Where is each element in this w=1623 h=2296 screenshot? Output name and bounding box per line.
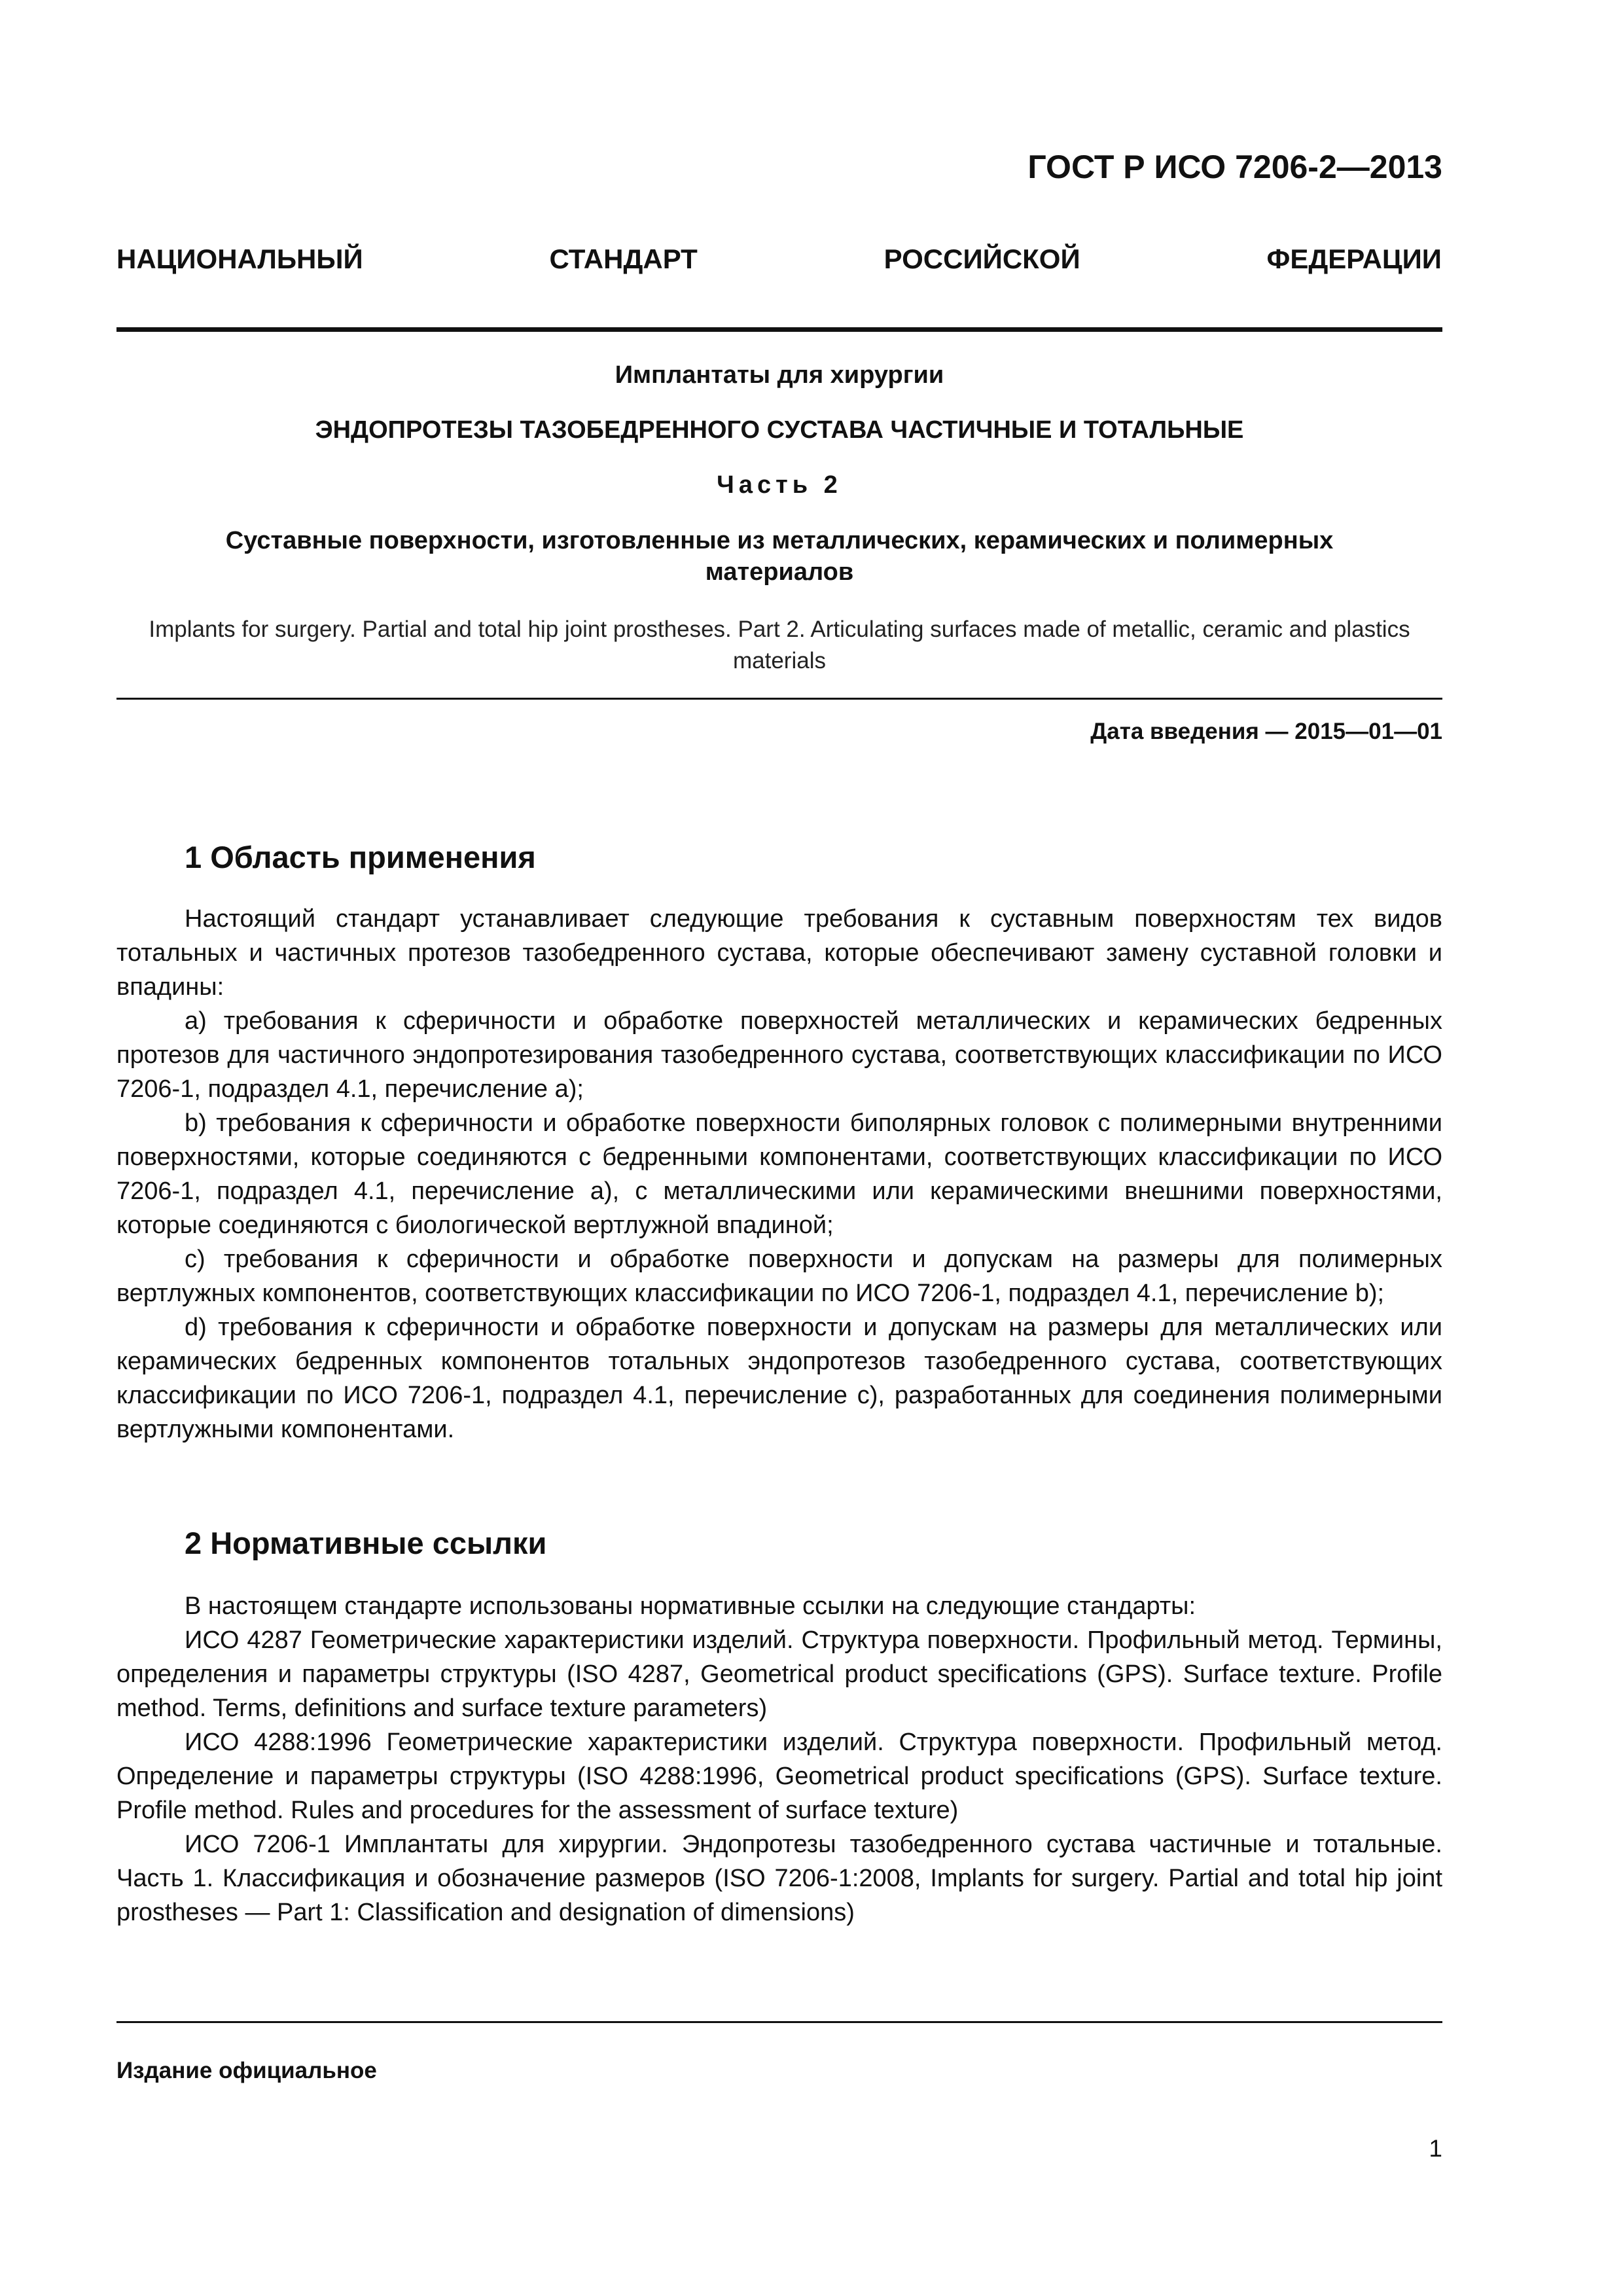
section-1-heading: 1 Область применения <box>185 840 536 874</box>
footer-divider <box>116 2021 1442 2023</box>
title-divider <box>116 698 1442 700</box>
list-item-a: a) требования к сферичности и обработке поверхностей металлических и керамических бедренных протезов для частичного эндопротезирования тазобедренного сустава, соответствующих классификации по ИСО 7206-1, подраздел 4.1, перечисление а); <box>116 1007 1442 1103</box>
section-1-body <box>116 902 1442 1446</box>
list-item-c: c) требования к сферичности и обработке поверхности и допускам на размеры для полимерных вертлужных компонентов, соответствующих классификации по ИСО 7206-1, подраздел 4.1, перечисление b); <box>116 1246 1442 1307</box>
standard-code: ГОСТ Р ИСО 7206-2—2013 <box>1027 149 1442 185</box>
introduction-date: Дата введения — 2015—01—01 <box>1090 719 1442 744</box>
document-subtitle: Имплантаты для хирургии <box>615 361 944 389</box>
reference-item: ИСО 4287 Геометрические характеристики изделий. Структура поверхности. Профильный метод. Термины, определения и параметры структуры (ISO 4287, Geometrical product specifications (GPS). Surface texture. Profile method. Terms, definitions and surface texture parameters) <box>116 1626 1442 1722</box>
part-description: Суставные поверхности, изготовленные из металлических, керамических и полимерных материалов <box>225 527 1334 586</box>
section-2-heading: 2 Нормативные ссылки <box>185 1526 547 1560</box>
part-label: Часть 2 <box>717 471 842 499</box>
national-word: НАЦИОНАЛЬНЫЙ <box>116 243 363 274</box>
section-2-body <box>116 1589 1442 1929</box>
english-title: Implants for surgery. Partial and total hip joint prostheses. Part 2. Articulating surfaces made of metallic, ceramic and plastics materials <box>149 617 1410 673</box>
paragraph: Настоящий стандарт устанавливает следующие требования к суставным поверхностям тех видов тотальных и частичных протезов тазобедренного сустава, которые обеспечивают замену суставной головки и впадины: <box>116 905 1442 1001</box>
reference-item: ИСО 7206-1 Имплантаты для хирургии. Эндопротезы тазобедренного сустава частичные и тотальные. Часть 1. Классификация и обозначение размеров (ISO 7206-1:2008, Implants for surgery. Partial and total hip joint prostheses — Part 1: Classification and designation of dimensions) <box>116 1831 1442 1926</box>
document-title: ЭНДОПРОТЕЗЫ ТАЗОБЕДРЕННОГО СУСТАВА ЧАСТИЧНЫЕ И ТОТАЛЬНЫЕ <box>315 416 1244 444</box>
national-standard-heading <box>116 243 1442 275</box>
header-divider <box>116 327 1442 332</box>
national-word: СТАНДАРТ <box>549 243 698 274</box>
official-edition-label: Издание официальное <box>116 2058 377 2083</box>
reference-item: ИСО 4288:1996 Геометрические характеристики изделий. Структура поверхности. Профильный метод. Определение и параметры структуры (ISO 4288:1996, Geometrical product specifications (GPS). Surface texture. Profile method. Rules and procedures for the assessment of surface texture) <box>116 1729 1442 1824</box>
list-item-d: d) требования к сферичности и обработке поверхности и допускам на размеры для металлических или керамических бедренных компонентов тотальных эндопротезов тазобедренного сустава, соответствующих классификации по ИСО 7206-1, подраздел 4.1, перечисление с), разработанных для соединения полимерными вертлужными компонентами. <box>116 1314 1442 1443</box>
national-word: РОССИЙСКОЙ <box>883 243 1080 274</box>
page-number: 1 <box>1429 2135 1442 2162</box>
paragraph: В настоящем стандарте использованы нормативные ссылки на следующие стандарты: <box>185 1592 1196 1620</box>
list-item-b: b) требования к сферичности и обработке поверхности биполярных головок с полимерными внутренними поверхностями, которые соединяются с бедренными компонентами, соответствующих классификации по ИСО 7206-1, подраздел 4.1, перечисление а), с металлическими или керамическими внешними поверхностями, которые соединяются с биологической вертлужной впадиной; <box>116 1109 1442 1239</box>
national-word: ФЕДЕРАЦИИ <box>1266 243 1442 274</box>
